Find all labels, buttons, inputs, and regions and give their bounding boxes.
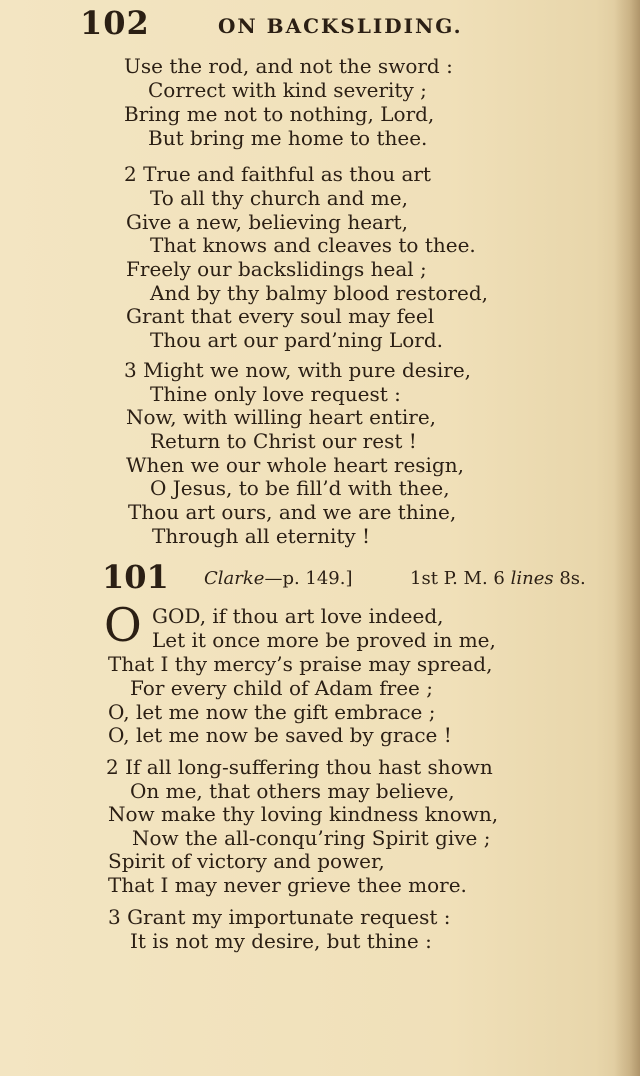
verse-line: Freely our backslidings heal ; bbox=[126, 257, 427, 281]
verse-line: 2 If all long-suffering thou hast shown bbox=[106, 755, 493, 779]
verse-line: Thine only love request : bbox=[150, 382, 401, 406]
verse-line: Spirit of victory and power, bbox=[108, 849, 385, 873]
meter-italic: lines bbox=[510, 568, 554, 589]
page-edge-shadow bbox=[614, 0, 640, 1076]
verse-line: O Jesus, to be fill’d with thee, bbox=[150, 476, 450, 500]
verse-line: Now make thy loving kindness known, bbox=[108, 802, 499, 826]
verse-line: Thou art ours, and we are thine, bbox=[128, 500, 457, 524]
verse-line: That I may never grieve thee more. bbox=[108, 873, 467, 897]
tune-page: —p. 149.] bbox=[264, 568, 353, 589]
verse-line: Now the all-conqu’ring Spirit give ; bbox=[132, 826, 491, 850]
verse-line: Grant that every soul may feel bbox=[126, 304, 435, 328]
verse-line: GOD, if thou art love indeed, bbox=[152, 604, 444, 628]
verse-line: Use the rod, and not the sword : bbox=[124, 54, 453, 78]
verse-line: It is not my desire, but thine : bbox=[130, 929, 432, 953]
drop-cap: O bbox=[104, 598, 142, 652]
verse-line: That knows and cleaves to thee. bbox=[150, 233, 476, 257]
verse-line: Bring me not to nothing, Lord, bbox=[124, 102, 435, 126]
tune-reference bbox=[204, 568, 353, 589]
page-header bbox=[80, 4, 600, 44]
page-number: 102 bbox=[80, 4, 150, 42]
hymn-number: 101 bbox=[102, 558, 169, 596]
verse-line: O, let me now the gift embrace ; bbox=[108, 700, 436, 724]
meter bbox=[410, 568, 586, 589]
tune-name: Clarke bbox=[204, 568, 265, 589]
running-head: ON BACKSLIDING. bbox=[218, 14, 463, 38]
meter-prefix: 1st P. M. 6 bbox=[410, 568, 511, 589]
verse-line: 3 Grant my importunate request : bbox=[108, 905, 451, 929]
verse-line: Thou art our pard’ning Lord. bbox=[150, 328, 444, 352]
verse-line: And by thy balmy blood restored, bbox=[150, 281, 488, 305]
verse-line: Through all eternity ! bbox=[152, 524, 371, 548]
verse-line: 2 True and faithful as thou art bbox=[124, 162, 431, 186]
verse-line: Now, with willing heart entire, bbox=[126, 405, 437, 429]
verse-line: Give a new, believing heart, bbox=[126, 210, 408, 234]
hymn-heading bbox=[102, 558, 612, 598]
verse-line: 3 Might we now, with pure desire, bbox=[124, 358, 472, 382]
verse-line: Correct with kind severity ; bbox=[148, 78, 427, 102]
verse-line: For every child of Adam free ; bbox=[130, 676, 433, 700]
verse-line: Return to Christ our rest ! bbox=[150, 429, 417, 453]
verse-line: On me, that others may believe, bbox=[130, 779, 455, 803]
verse-line: That I thy mercy’s praise may spread, bbox=[108, 652, 493, 676]
verse-line: But bring me home to thee. bbox=[148, 126, 428, 150]
meter-suffix: 8s. bbox=[553, 568, 586, 589]
verse-line: Let it once more be proved in me, bbox=[152, 628, 496, 652]
verse-line: When we our whole heart resign, bbox=[126, 453, 464, 477]
verse-line: To all thy church and me, bbox=[150, 186, 408, 210]
verse-line: O, let me now be saved by grace ! bbox=[108, 723, 452, 747]
